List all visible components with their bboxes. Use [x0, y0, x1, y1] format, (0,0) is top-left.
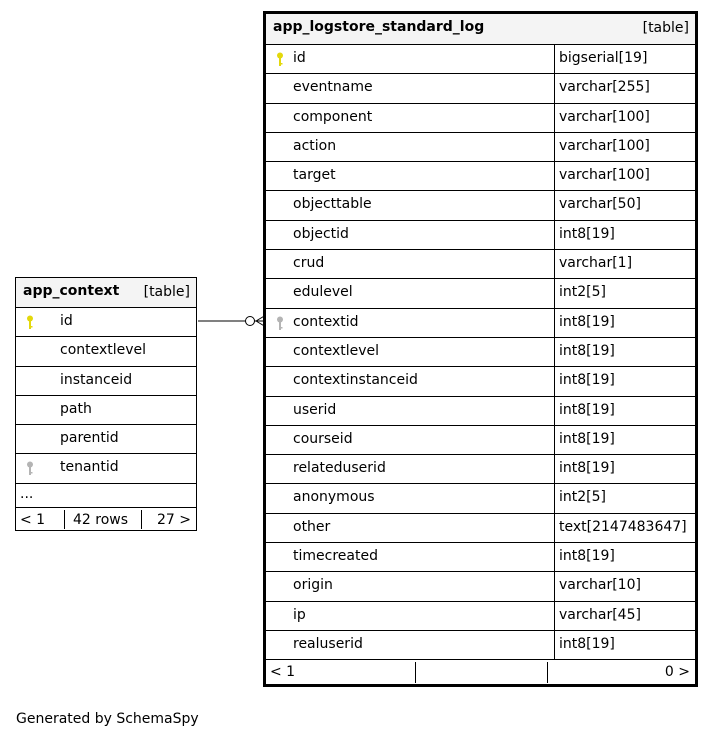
parents-link[interactable]: < 1: [20, 511, 46, 528]
column-type: int8[19]: [554, 426, 695, 454]
column-name: userid: [293, 401, 337, 418]
column-type: varchar[10]: [554, 572, 695, 600]
column-name: id: [60, 313, 73, 329]
table-header[interactable]: [16, 278, 196, 308]
column-row[interactable]: [266, 74, 695, 103]
footer-divider: [141, 510, 142, 529]
column-name: origin: [293, 577, 333, 594]
column-type: varchar[50]: [554, 191, 695, 219]
column-name: component: [293, 108, 373, 125]
column-row[interactable]: [16, 396, 196, 425]
column-type: int8[19]: [554, 397, 695, 425]
column-name: objecttable: [293, 196, 372, 213]
column-row[interactable]: [266, 162, 695, 191]
column-row[interactable]: [266, 104, 695, 133]
column-name: courseid: [293, 430, 353, 447]
column-type: int8[19]: [554, 367, 695, 395]
column-type: int8[19]: [554, 631, 695, 659]
column-row[interactable]: [266, 367, 695, 396]
column-row[interactable]: [266, 338, 695, 367]
column-type: varchar[100]: [554, 133, 695, 161]
table-name: app_context: [23, 283, 120, 299]
column-row[interactable]: [266, 543, 695, 572]
column-name: instanceid: [60, 371, 133, 388]
primary-key-icon: [276, 52, 286, 68]
column-type: varchar[45]: [554, 602, 695, 630]
table-type-label: [table]: [143, 284, 190, 300]
column-name: contextinstanceid: [293, 372, 418, 389]
column-name: crud: [293, 255, 325, 272]
column-name: objectid: [293, 225, 349, 242]
table-app-context[interactable]: [15, 277, 197, 531]
footer-divider: [64, 510, 65, 529]
column-row[interactable]: [266, 514, 695, 543]
column-name: parentid: [60, 430, 119, 447]
foreign-key-icon: [26, 461, 36, 477]
column-type: varchar[100]: [554, 162, 695, 190]
table-footer: [266, 660, 695, 684]
column-row[interactable]: [16, 308, 196, 337]
column-type: varchar[255]: [554, 74, 695, 102]
column-name: anonymous: [293, 489, 375, 506]
column-name: eventname: [293, 79, 373, 96]
table-type-label: [table]: [642, 20, 689, 36]
column-type: int8[19]: [554, 338, 695, 366]
column-type: int8[19]: [554, 455, 695, 483]
footer-divider: [547, 662, 548, 683]
footer-divider: [415, 662, 416, 683]
column-type: text[2147483647]: [554, 514, 695, 542]
column-row[interactable]: [266, 221, 695, 250]
column-name: tenantid: [60, 459, 119, 476]
ellipsis-row: [16, 484, 196, 508]
column-row[interactable]: [266, 631, 695, 660]
column-name: contextlevel: [293, 342, 380, 359]
column-type: bigserial[19]: [554, 45, 695, 73]
table-header[interactable]: [266, 14, 695, 45]
column-row[interactable]: [266, 45, 695, 74]
generated-by-note: Generated by SchemaSpy: [16, 711, 199, 727]
column-row[interactable]: [266, 309, 695, 338]
column-type: int2[5]: [554, 484, 695, 512]
column-row[interactable]: [16, 454, 196, 483]
column-row[interactable]: [266, 455, 695, 484]
children-link[interactable]: 27 >: [157, 511, 191, 528]
column-type: int8[19]: [554, 309, 695, 337]
column-type: int8[19]: [554, 221, 695, 249]
column-type: int8[19]: [554, 543, 695, 571]
primary-key-icon: [26, 315, 36, 331]
column-name: relateduserid: [293, 460, 386, 477]
column-type: int2[5]: [554, 279, 695, 307]
column-name: edulevel: [293, 284, 353, 301]
column-name: id: [293, 50, 306, 66]
zero-optionality-marker: [246, 317, 255, 326]
table-footer: [16, 508, 196, 530]
children-link[interactable]: 0 >: [664, 664, 690, 681]
column-name: action: [293, 137, 337, 154]
column-row[interactable]: [266, 250, 695, 279]
column-row[interactable]: [266, 397, 695, 426]
column-name: contextlevel: [60, 342, 147, 359]
column-row[interactable]: [266, 191, 695, 220]
column-name: contextid: [293, 313, 359, 330]
column-name: other: [293, 518, 331, 535]
row-count: 42 rows: [73, 511, 129, 528]
column-row[interactable]: [266, 133, 695, 162]
column-row[interactable]: [266, 572, 695, 601]
foreign-key-icon: [276, 316, 286, 332]
column-type: varchar[100]: [554, 104, 695, 132]
column-name: realuserid: [293, 635, 363, 652]
table-app-logstore-standard-log[interactable]: [263, 11, 698, 687]
column-name: ip: [293, 606, 306, 623]
column-row[interactable]: [16, 367, 196, 396]
column-row[interactable]: [266, 279, 695, 308]
column-type: varchar[1]: [554, 250, 695, 278]
column-row[interactable]: [16, 425, 196, 454]
column-row[interactable]: [266, 426, 695, 455]
column-name: path: [60, 400, 92, 417]
table-name: app_logstore_standard_log: [273, 19, 485, 35]
column-row[interactable]: [16, 337, 196, 366]
column-name: timecreated: [293, 548, 378, 565]
column-row[interactable]: [266, 484, 695, 513]
parents-link[interactable]: < 1: [270, 664, 296, 681]
ellipsis-text: ...: [20, 485, 34, 502]
column-name: target: [293, 167, 336, 184]
column-row[interactable]: [266, 602, 695, 631]
